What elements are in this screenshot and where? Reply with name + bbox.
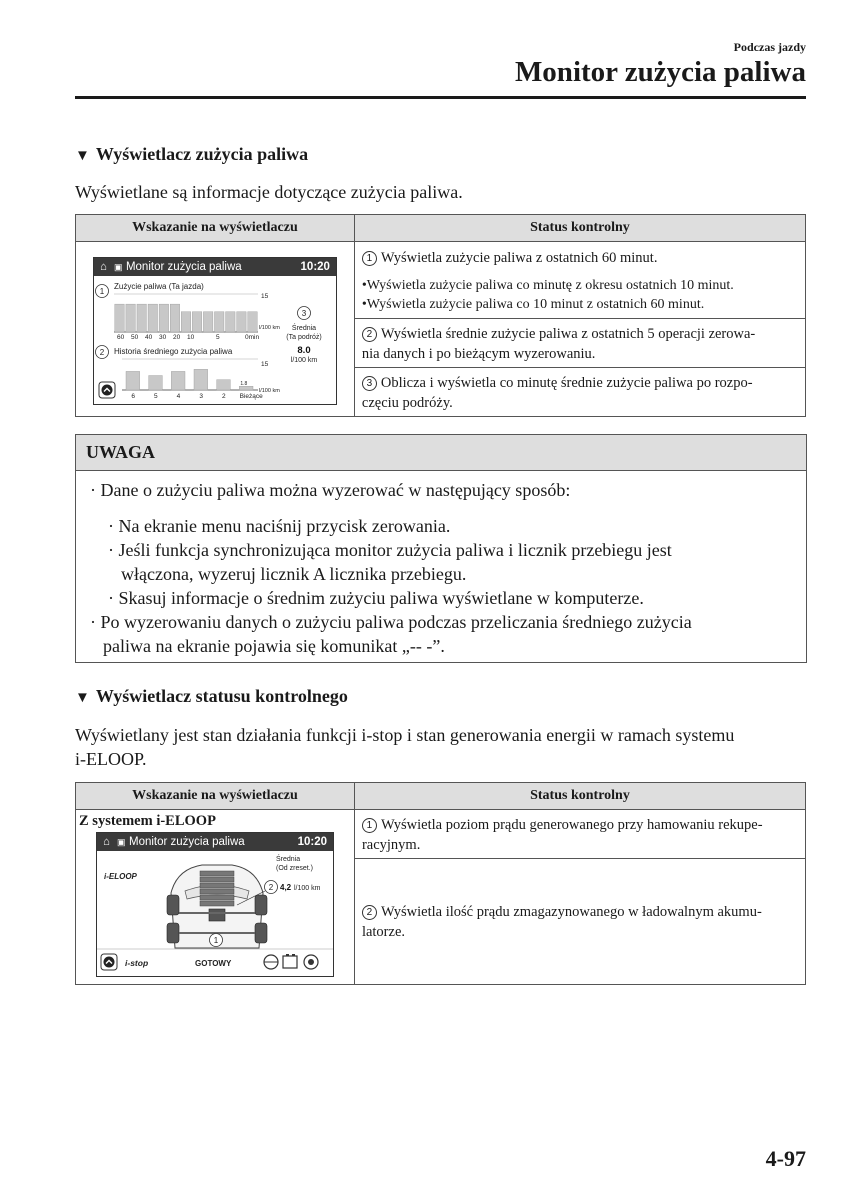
page-title: Monitor zużycia paliwa [514,56,806,88]
home-icon: ⌂ [99,260,107,273]
chart1-bar [226,311,235,331]
chart2-bar [126,371,140,390]
table-header-display: Wskazanie na wyświetlaczu [76,783,355,810]
status-bullet: •Wyświetla zużycie paliwa co 10 minut z ostatnich 60 minut. [361,297,705,312]
chart1-xtick: 20 [172,333,181,341]
note-line: włączona, wyzeruj licznik A licznika przebiegu. [121,564,467,584]
status-text: Wyświetla zużycie paliwa z ostatnich 60 minut. [380,250,658,266]
marker-1: 1 [213,936,219,945]
status-row-1 [354,242,805,319]
istop-label: i-stop [125,958,149,968]
status-row-1-bullets [356,270,804,316]
chart2-bar [149,375,163,389]
status-row-2 [354,319,805,368]
status-text: latorze. [361,923,406,940]
chart2-bar [171,371,185,390]
screen-time: 10:20 [297,836,327,848]
marker-3: 3 [362,376,377,391]
status-text: Wyświetla średnie zużycie paliwa z ostatnich 5 operacji zerowa- [380,326,756,342]
energy-level-bar [200,877,234,882]
section-heading-text: Wyświetlacz statusu kontrolnego [95,686,348,706]
chart1-bar [159,304,168,332]
chart1-bar [181,311,190,331]
chart2-xtick: 3 [199,392,203,400]
marker-1: 1 [362,251,377,266]
screen-cell [76,810,355,985]
chart1-xtick: 10 [186,333,195,341]
status-text: Wyświetla poziom prądu generowanego przy hamowaniu rekupe- [380,817,763,833]
energy-level-bar [200,895,234,900]
home-icon: ⌂ [103,836,110,848]
status-bullet: •Wyświetla zużycie paliwa co minutę z okresu ostatnich 10 minut. [361,278,734,293]
chart1-xtick: 30 [158,333,167,341]
chart2-xtick: 5 [153,392,158,400]
energy-level-bar [200,871,234,876]
chart2-current-label: 1.8 [240,380,248,387]
status-row-1-line [356,243,804,270]
chevron-up-icon [104,957,115,968]
status-row-3 [354,368,805,417]
marker-2: 2 [362,327,377,342]
status-text: nia danych i po bieżącym wyzerowaniu. [361,346,596,362]
chart1-bar [170,304,179,332]
chart1-xtick: 5 [215,333,220,341]
chart1-bar [248,311,257,331]
chart1-xtick: 40 [144,333,153,341]
battery-icon [286,954,289,956]
screen-title: Monitor zużycia paliwa [129,836,245,848]
chart1-max-label: 15 [260,292,269,300]
marker-2: 2 [99,347,105,357]
note-line: · Dane o zużyciu paliwa można wyzerować w następujący sposób: [90,480,571,500]
engine-icon [308,959,314,965]
section-heading-status [75,686,348,707]
eloop-monitor-screen [96,832,334,977]
status-display-table [75,782,806,985]
chart2-xtick: Bieżące [239,392,263,400]
monitor-icon: ▣ [113,261,123,272]
status-row-3-line [362,373,798,393]
status-text: racyjnym. [361,837,421,853]
chart2-unit: l/100 km [258,387,280,394]
page-number: 4-97 [765,1146,806,1171]
status-row-2-line [362,902,798,922]
fuel-display-table [75,214,806,417]
chart1-xtick: 0min [244,333,260,341]
table-header-display: Wskazanie na wyświetlaczu [76,215,355,242]
avg-unit: l/100 km [294,885,321,892]
status-text: częciu podróży. [361,395,453,411]
triangle-down-icon: ▼ [75,690,90,706]
table-header-status: Status kontrolny [354,215,805,242]
fuel-screen-graphics [94,258,336,404]
note-line: · Jeśli funkcja synchronizująca monitor zużycia paliwa i licznik przebiegu jest [108,540,672,560]
triangle-down-icon: ▼ [75,148,90,164]
chart1-bar [126,304,135,332]
status-text: Oblicza i wyświetla co minutę średnie zużycie paliwa po rozpo- [380,375,753,391]
screen-cell [76,242,355,417]
section-heading-fuel [75,144,308,165]
cell-label: Z systemem i-ELOOP [79,813,216,829]
avg-sublabel: (Od zreset.) [276,865,313,872]
chart2-max-label: 15 [260,360,269,368]
status-row-2 [354,859,805,985]
intro-line: Wyświetlany jest stan działania funkcji i-stop i stan generowania energii w ramach systemu [75,725,735,745]
avg-unit: l/100 km [290,356,318,364]
marker-3: 3 [301,308,307,318]
chart1-bar [214,311,223,331]
capacitor [209,909,225,921]
chart2-xtick: 2 [221,392,226,400]
note-line: · Na ekranie menu naciśnij przycisk zerowania. [108,516,451,536]
marker-1: 1 [362,818,377,833]
avg-label: Średnia [291,324,317,332]
chart1-unit: l/100 km [258,324,280,331]
energy-level-bar [200,883,234,888]
avg-value: 8.0 [297,344,311,356]
chart1-label: Zużycie paliwa (Ta jazda) [113,281,204,291]
chart1-bar [192,311,201,331]
marker-2: 2 [268,883,274,892]
chart2-xtick: 6 [131,392,135,400]
wheel [167,923,179,943]
note-line: paliwa na ekranie pojawia się komunikat „-- -”. [103,636,445,656]
status-label: GOTOWY [195,959,232,968]
chevron-up-icon [101,384,112,395]
fuel-monitor-screen [93,257,337,405]
status-row-1-line [362,815,798,835]
avg-value: 4,2 [280,883,292,892]
screen-title: Monitor zużycia paliwa [125,260,242,273]
avg-label: Średnia [276,856,301,863]
status-row-1 [354,810,805,859]
chart2-bar [217,379,231,389]
note-heading: UWAGA [76,435,806,471]
screen-time: 10:20 [300,260,330,273]
table-header-status: Status kontrolny [354,783,805,810]
section-heading-text: Wyświetlacz zużycia paliwa [95,144,309,164]
title-divider [75,96,806,99]
energy-level-bar [200,901,234,906]
energy-level-bar [200,889,234,894]
marker-1: 1 [99,286,105,296]
wheel [255,895,267,915]
avg-sublabel: (Ta podróż) [286,333,322,341]
battery-icon [283,956,297,968]
chart2-xtick: 4 [176,392,181,400]
eloop-screen-graphics [97,833,333,976]
intro-line: i-ELOOP. [75,749,147,769]
chart1-bar [148,304,157,332]
monitor-icon: ▣ [117,837,126,847]
note-body [76,471,806,662]
section-intro [75,723,810,771]
section-intro: Wyświetlane są informacje dotyczące zużycia paliwa. [75,182,463,202]
system-label: i-ELOOP [104,872,137,881]
battery-icon [292,954,295,956]
note-line: · Skasuj informacje o średnim zużyciu paliwa wyświetlane w komputerze. [108,588,644,608]
chart1-xtick: 60 [116,333,125,341]
wheel [167,895,179,915]
note-box [75,434,807,663]
chart1-bar [137,304,146,332]
status-row-2-line [362,324,798,344]
chart1-bar [203,311,212,331]
chart1-bar [115,304,124,332]
chart1-bar [237,311,246,331]
status-text: Wyświetla ilość prądu zmagazynowanego w ładowalnym akumu- [380,903,762,920]
running-header: Podczas jazdy [733,40,806,54]
chart2-label: Historia średniego zużycia paliwa [113,346,233,356]
marker-2: 2 [362,905,377,920]
note-line: · Po wyzerowaniu danych o zużyciu paliwa podczas przeliczania średniego zużycia [90,612,692,632]
wheel [255,923,267,943]
chart2-bar [194,369,208,390]
chart1-xtick: 50 [130,333,139,341]
